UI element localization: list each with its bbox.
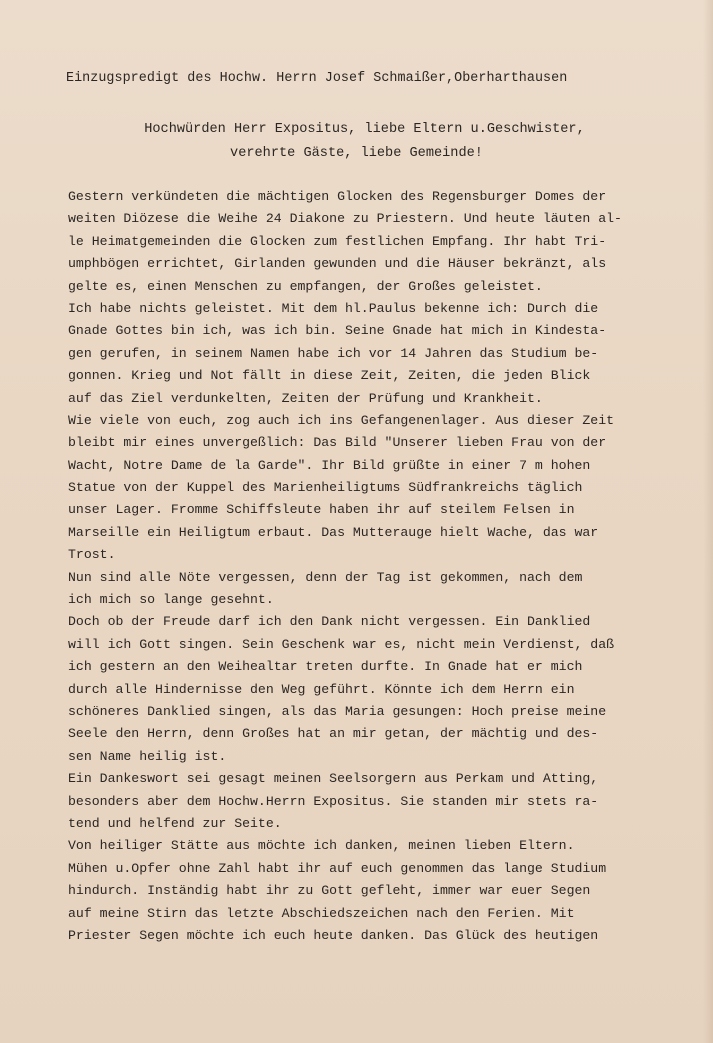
- sermon-heading: Einzugspredigt des Hochw. Herrn Josef Schmaißer,Oberharthausen: [66, 71, 568, 86]
- text-line: sen Name heilig ist.: [68, 748, 227, 764]
- text-line: Von heiliger Stätte aus möchte ich danken, meinen lieben Eltern.: [68, 838, 575, 854]
- text-line: gelte es, einen Menschen zu empfangen, der Großes geleistet.: [68, 278, 543, 294]
- text-line: Mühen u.Opfer ohne Zahl habt ihr auf euch genommen das lange Studium: [68, 860, 607, 876]
- text-line: Statue von der Kuppel des Marienheiligtums Südfrankreichs täglich: [68, 480, 583, 496]
- text-line: gonnen. Krieg und Not fällt in diese Zeit, Zeiten, die jeden Blick: [68, 368, 591, 384]
- salutation-line: verehrte Gäste, liebe Gemeinde!: [230, 146, 483, 161]
- text-line: Wie viele von euch, zog auch ich ins Gefangenenlager. Aus dieser Zeit: [68, 412, 615, 428]
- text-line: Ein Dankeswort sei gesagt meinen Seelsorgern aus Perkam und Atting,: [68, 771, 599, 787]
- text-line: gen gerufen, in seinem Namen habe ich vor 14 Jahren das Studium be-: [68, 345, 599, 361]
- sermon-body: [68, 186, 698, 947]
- salutation-line: Hochwürden Herr Expositus, liebe Eltern u.Geschwister,: [144, 122, 585, 137]
- text-line: le Heimatgemeinden die Glocken zum festlichen Empfang. Ihr habt Tri-: [68, 233, 607, 249]
- text-line: Gnade Gottes bin ich, was ich bin. Seine Gnade hat mich in Kindesta-: [68, 323, 607, 339]
- text-line: Doch ob der Freude darf ich den Dank nicht vergessen. Ein Danklied: [68, 614, 591, 630]
- text-line: Gestern verkündeten die mächtigen Glocken des Regensburger Domes der: [68, 189, 607, 204]
- text-line: Trost.: [68, 547, 116, 563]
- text-line: Wacht, Notre Dame de la Garde". Ihr Bild grüßte in einer 7 m hohen: [68, 457, 591, 473]
- text-line: unser Lager. Fromme Schiffsleute haben ihr auf steilem Felsen in: [68, 502, 575, 518]
- text-line: ich mich so lange gesehnt.: [68, 592, 274, 608]
- text-line: schöneres Danklied singen, als das Maria gesungen: Hoch preise meine: [68, 703, 607, 719]
- text-line: Ich habe nichts geleistet. Mit dem hl.Paulus bekenne ich: Durch die: [68, 300, 599, 316]
- text-line: Seele den Herrn, denn Großes hat an mir getan, der mächtig und des-: [68, 726, 599, 742]
- salutation: [0, 118, 713, 166]
- text-line: durch alle Hindernisse den Weg geführt. Könnte ich dem Herrn ein: [68, 681, 575, 697]
- text-line: besonders aber dem Hochw.Herrn Expositus. Sie standen mir stets ra-: [68, 793, 599, 809]
- text-line: Nun sind alle Nöte vergessen, denn der Tag ist gekommen, nach dem: [68, 569, 583, 585]
- text-line: Marseille ein Heiligtum erbaut. Das Mutterauge hielt Wache, das war: [68, 524, 599, 540]
- text-line: umphbögen errichtet, Girlanden gewunden und die Häuser bekränzt, als: [68, 256, 607, 272]
- text-line: auf meine Stirn das letzte Abschiedszeichen nach den Ferien. Mit: [68, 905, 575, 921]
- text-line: Priester Segen möchte ich euch heute danken. Das Glück des heutigen: [68, 927, 599, 943]
- text-line: ich gestern an den Weihealtar treten durfte. In Gnade hat er mich: [68, 659, 583, 675]
- text-line: hindurch. Inständig habt ihr zu Gott gefleht, immer war euer Segen: [68, 883, 591, 899]
- text-line: auf das Ziel verdunkelten, Zeiten der Prüfung und Krankheit.: [68, 390, 543, 406]
- text-line: weiten Diözese die Weihe 24 Diakone zu Priestern. Und heute läuten al-: [68, 211, 622, 227]
- text-line: tend und helfend zur Seite.: [68, 815, 282, 831]
- text-line: will ich Gott singen. Sein Geschenk war es, nicht mein Verdienst, daß: [68, 636, 615, 652]
- text-line: bleibt mir eines unvergeßlich: Das Bild "Unserer lieben Frau von der: [68, 435, 607, 451]
